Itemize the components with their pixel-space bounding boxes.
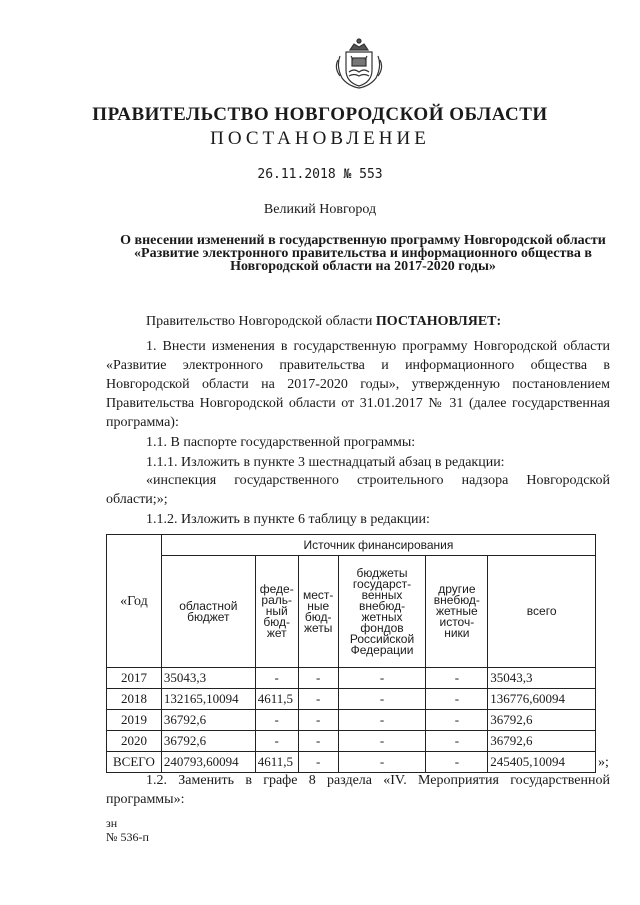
table-row xyxy=(107,731,596,752)
cell-local: - xyxy=(298,710,338,731)
city: Великий Новгород xyxy=(263,202,377,217)
cell-local: - xyxy=(298,752,338,773)
header-federal-budget: феде-раль-ный бюд-жет xyxy=(255,556,298,668)
intro-decree-word: ПОСТАНОВЛЯЕТ: xyxy=(375,314,502,329)
document-subject: О внесении изменений в государственную программу Новгородской области «Развитие электронного правительства и информационного общества в Новгородской области на 2017-2020 годы» xyxy=(120,233,606,274)
cell-funds: - xyxy=(338,668,426,689)
cell-year: ВСЕГО xyxy=(107,752,162,773)
header-financing-source: Источник финансирования xyxy=(161,535,595,556)
cell-year: 2019 xyxy=(107,710,162,731)
cell-other: - xyxy=(426,731,488,752)
cell-regional: 132165,10094 xyxy=(161,689,255,710)
document-type: ПОСТАНОВЛЕНИЕ xyxy=(210,128,430,149)
table-row xyxy=(107,752,596,773)
cell-local: - xyxy=(298,731,338,752)
header-year: «Год xyxy=(107,535,162,668)
cell-federal: - xyxy=(255,668,298,689)
paragraph-1-1-1: 1.1.1. Изложить в пункте 3 шестнадцатый абзац в редакции: xyxy=(146,455,505,470)
cell-other: - xyxy=(426,710,488,731)
header-other-sources: другие внебюд-жетные источ-ники xyxy=(426,556,488,668)
cell-other: - xyxy=(426,689,488,710)
paragraph-1-1-1-quote: «инспекция государственного строительного надзора Новгородской области;»; xyxy=(106,473,610,507)
cell-year: 2017 xyxy=(107,668,162,689)
cell-total: 36792,6 xyxy=(488,731,596,752)
intro-paragraph xyxy=(106,312,610,331)
intro-prefix: Правительство Новгородской области xyxy=(146,314,373,329)
organization-title: ПРАВИТЕЛЬСТВО НОВГОРОДСКОЙ ОБЛАСТИ xyxy=(92,104,548,125)
cell-funds: - xyxy=(338,752,426,773)
cell-federal: - xyxy=(255,731,298,752)
cell-local: - xyxy=(298,668,338,689)
cell-year: 2020 xyxy=(107,731,162,752)
table-row xyxy=(107,710,596,731)
date-number: 26.11.2018 № 553 xyxy=(257,167,383,182)
table-closing-quote: »; xyxy=(598,755,609,770)
cell-regional: 35043,3 xyxy=(161,668,255,689)
paragraph-1-2: 1.2. Заменить в графе 8 раздела «IV. Мероприятия государственной программы»: xyxy=(106,773,610,807)
financing-table xyxy=(106,534,596,773)
cell-total: 36792,6 xyxy=(488,710,596,731)
cell-regional: 36792,6 xyxy=(161,731,255,752)
cell-local: - xyxy=(298,689,338,710)
cell-year: 2018 xyxy=(107,689,162,710)
cell-total: 245405,10094 xyxy=(488,752,596,773)
cell-regional: 36792,6 xyxy=(161,710,255,731)
cell-federal: 4611,5 xyxy=(255,689,298,710)
paragraph-1-1-2: 1.1.2. Изложить в пункте 6 таблицу в редакции: xyxy=(146,512,430,527)
footer xyxy=(106,816,149,844)
header-state-funds: бюджеты государст-венных внебюд-жетных фондов Российской Федерации xyxy=(338,556,426,668)
table-row xyxy=(107,689,596,710)
cell-federal: 4611,5 xyxy=(255,752,298,773)
novgorod-coat-of-arms-icon xyxy=(332,36,386,90)
header-total: всего xyxy=(488,556,596,668)
header-regional-budget: областной бюджет xyxy=(161,556,255,668)
cell-other: - xyxy=(426,668,488,689)
cell-total: 136776,60094 xyxy=(488,689,596,710)
cell-other: - xyxy=(426,752,488,773)
footer-ref: № 536-п xyxy=(106,830,149,844)
cell-federal: - xyxy=(255,710,298,731)
cell-funds: - xyxy=(338,731,426,752)
cell-regional: 240793,60094 xyxy=(161,752,255,773)
cell-funds: - xyxy=(338,710,426,731)
cell-funds: - xyxy=(338,689,426,710)
table-row xyxy=(107,668,596,689)
paragraph-1-1: 1.1. В паспорте государственной программы: xyxy=(146,435,416,450)
paragraph-1: 1. Внести изменения в государственную программу Новгородской области «Развитие электронного правительства и информационного общества в Новгородской области на 2017-2020 годы», утвержденную постановлением Правительства Новгородской области от 31.01.2017 № 31 (далее государственная программа): xyxy=(106,339,610,430)
cell-total: 35043,3 xyxy=(488,668,596,689)
header-local-budgets: мест-ные бюд-жеты xyxy=(298,556,338,668)
footer-initials: зн xyxy=(106,816,118,830)
